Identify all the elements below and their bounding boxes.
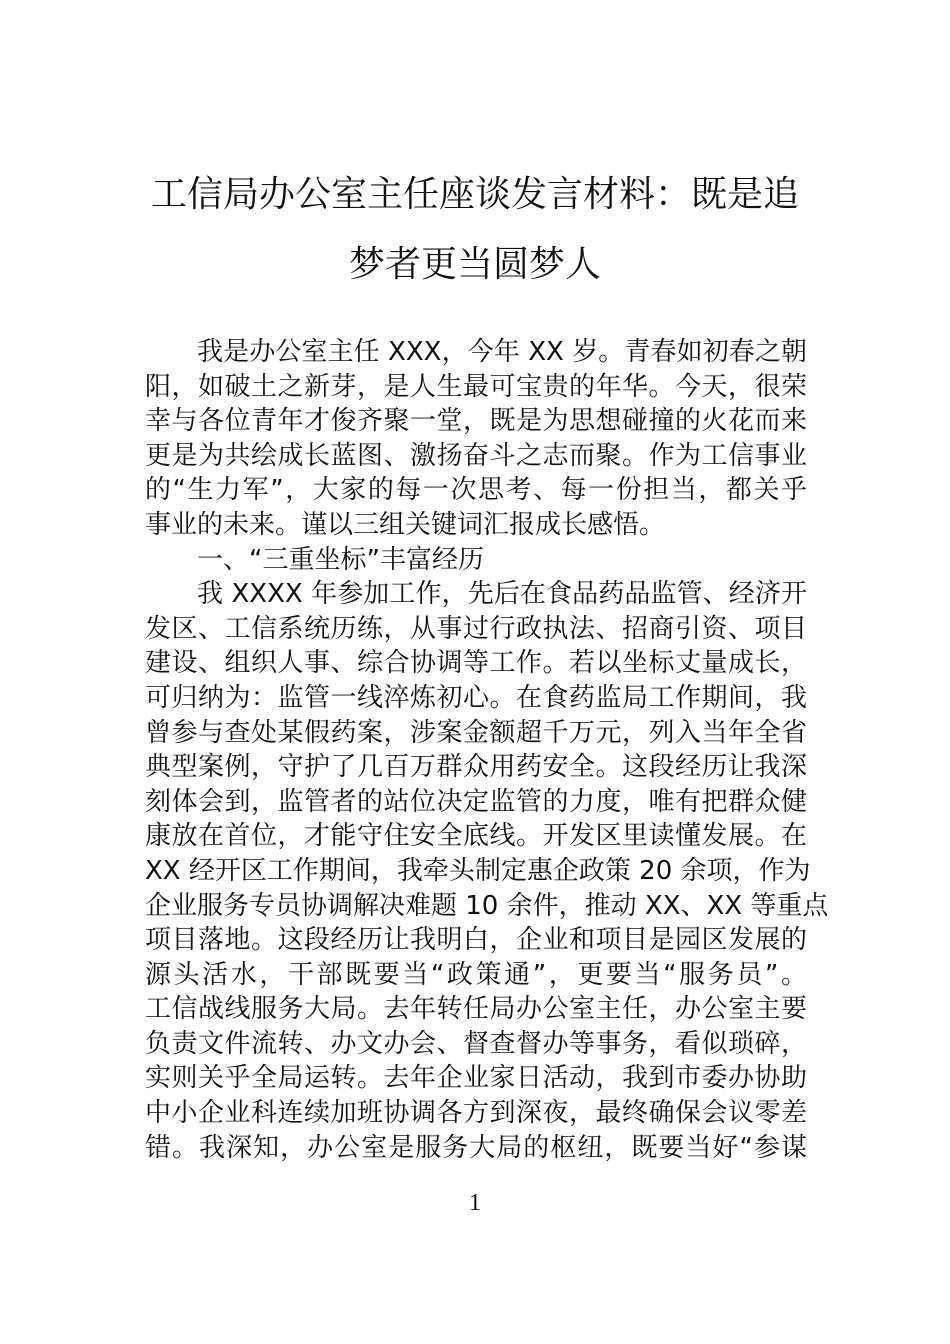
- paragraph-intro-line: 幸与各位青年才俊齐聚一堂，既是为思想碰撞的火花而来: [145, 406, 807, 437]
- paragraph-experience-line: 我 XXXX 年参加工作，先后在食品药品监管、经济开: [197, 579, 807, 610]
- section-heading-1: 一、“三重坐标”丰富经历: [197, 544, 484, 575]
- paragraph-experience-line: 项目落地。这段经历让我明白，企业和项目是园区发展的: [145, 925, 807, 956]
- paragraph-experience-line: 典型案例，守护了几百万群众用药安全。这段经历让我深: [145, 752, 807, 783]
- paragraph-intro-line: 阳，如破土之新芽，是人生最可宝贵的年华。今天，很荣: [145, 371, 807, 402]
- document-title: [0, 160, 950, 300]
- paragraph-experience-line: 中小企业科连续加班协调各方到深夜，最终确保会议零差: [145, 1098, 807, 1129]
- paragraph-experience-line: 错。我深知，办公室是服务大局的枢纽，既要当好“参谋: [145, 1132, 807, 1163]
- paragraph-experience-line: 实则关乎全局运转。去年企业家日活动，我到市委办协助: [145, 1063, 807, 1094]
- paragraph-intro-line: 更是为共绘成长蓝图、激扬奋斗之志而聚。作为工信事业: [145, 440, 807, 471]
- paragraph-experience-line: 建设、组织人事、综合协调等工作。若以坐标丈量成长，: [145, 648, 807, 679]
- page-number: 1: [469, 1190, 481, 1216]
- paragraph-experience-line: 康放在首位，才能守住安全底线。开发区里读懂发展。在: [145, 821, 807, 852]
- paragraph-experience-line: 可归纳为：监管一线淬炼初心。在食药监局工作期间，我: [145, 682, 807, 713]
- paragraph-intro-line: 的“生力军”，大家的每一次思考、每一份担当，都关乎: [145, 475, 807, 506]
- paragraph-experience-line: 工信战线服务大局。去年转任局办公室主任，办公室主要: [145, 994, 807, 1025]
- paragraph-experience-line: 企业服务专员协调解决难题 10 余件，推动 XX、XX 等重点: [145, 890, 829, 921]
- paragraph-experience-line: 发区、工信系统历练，从事过行政执法、招商引资、项目: [145, 613, 807, 644]
- title-line-2: 梦者更当圆梦人: [348, 244, 601, 285]
- paragraph-intro-line: 事业的未来。谨以三组关键词汇报成长感悟。: [145, 509, 666, 540]
- paragraph-experience-line: 负责文件流转、办文办会、督查督办等事务，看似琐碎，: [145, 1028, 807, 1059]
- paragraph-experience-line: XX 经开区工作期间，我牵头制定惠企政策 20 余项，作为: [145, 855, 811, 886]
- paragraph-experience-line: 曾参与查处某假药案，涉案金额超千万元，列入当年全省: [145, 717, 807, 748]
- paragraph-experience-line: 刻体会到，监管者的站位决定监管的力度，唯有把群众健: [145, 786, 807, 817]
- paragraph-intro-line: 我是办公室主任 XXX，今年 XX 岁。青春如初春之朝: [197, 337, 807, 367]
- document-body: [145, 335, 829, 1165]
- title-line-1: 工信局办公室主任座谈发言材料：既是追: [150, 174, 799, 215]
- paragraph-experience-line: 源头活水，干部既要当“政策通”，更要当“服务员”。: [145, 959, 807, 990]
